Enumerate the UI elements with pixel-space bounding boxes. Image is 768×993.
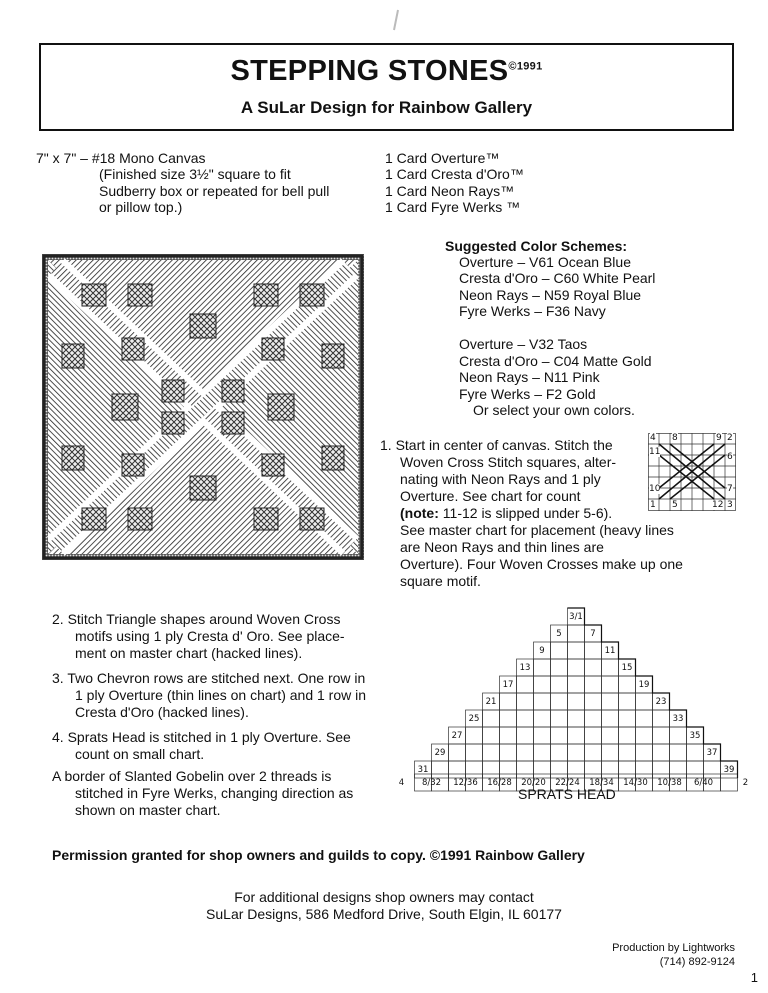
sprats-right-number: 11 bbox=[604, 646, 616, 656]
sprats-grid-cell bbox=[619, 727, 636, 744]
sprats-grid-cell bbox=[585, 727, 602, 744]
border-line-3: shown on master chart. bbox=[75, 802, 221, 818]
sprats-grid-cell bbox=[636, 744, 653, 761]
step1-line-3: nating with Neon Rays and 1 ply bbox=[400, 471, 601, 487]
material-overture: 1 Card Overture™ bbox=[385, 150, 500, 166]
sprats-head-chart bbox=[398, 606, 749, 788]
title-text: STEPPING STONES bbox=[230, 55, 509, 87]
material-neon: 1 Card Neon Rays™ bbox=[385, 183, 515, 199]
sprats-left-number: 13 bbox=[519, 663, 531, 673]
sprats-grid-cell bbox=[670, 744, 687, 761]
wc-num: 10 bbox=[649, 484, 661, 494]
sprats-left-number: 25 bbox=[468, 714, 480, 724]
sprats-grid-cell bbox=[653, 727, 670, 744]
sprats-grid-cell bbox=[517, 727, 534, 744]
sprats-grid-cell bbox=[568, 710, 585, 727]
sprats-grid-cell bbox=[568, 744, 585, 761]
sprats-grid-cell bbox=[653, 744, 670, 761]
production-line-1: Production by Lightworks bbox=[612, 942, 735, 954]
sprats-grid-cell bbox=[466, 727, 483, 744]
sprats-grid-cell bbox=[500, 744, 517, 761]
wc-num: 6 bbox=[727, 452, 733, 462]
sprats-bottom-number: 16/28 bbox=[487, 778, 512, 788]
sprats-bottom-number: 12/36 bbox=[453, 778, 478, 788]
sprats-grid-cell bbox=[500, 693, 517, 710]
color-schemes-heading: Suggested Color Schemes: bbox=[445, 238, 628, 254]
production-credit bbox=[612, 941, 735, 969]
sprats-grid-cell bbox=[551, 642, 568, 659]
sprats-left-number: 29 bbox=[434, 748, 446, 758]
sprats-grid-cell bbox=[568, 659, 585, 676]
step4-line-2: count on small chart. bbox=[75, 746, 205, 762]
needlepoint-photo bbox=[42, 254, 364, 560]
sprats-top-number: 3/1 bbox=[569, 612, 583, 622]
sprats-left-number: 31 bbox=[417, 765, 429, 775]
step1-line-7: are Neon Rays and thin lines are bbox=[400, 539, 604, 555]
material-fyre: 1 Card Fyre Werks ™ bbox=[385, 199, 521, 215]
sprats-grid-cell bbox=[602, 727, 619, 744]
wc-num: 8 bbox=[672, 433, 678, 443]
scheme1-cresta: Cresta d'Oro – C60 White Pearl bbox=[459, 270, 656, 286]
step3-line-1: 3. Two Chevron rows are stitched next. One row in bbox=[52, 670, 366, 686]
sprats-right-number: 33 bbox=[672, 714, 684, 724]
scheme2-fyre: Fyre Werks – F2 Gold bbox=[459, 386, 596, 402]
sprats-left-number: 17 bbox=[502, 680, 514, 690]
sprats-left-number: 21 bbox=[485, 697, 497, 707]
step3-line-2: 1 ply Overture (thin lines on chart) and 1 row in bbox=[75, 687, 367, 703]
step1-line-2: Woven Cross Stitch squares, alter- bbox=[400, 454, 617, 470]
step2-line-3: ment on master chart (hacked lines). bbox=[75, 645, 303, 661]
scheme1-overture: Overture – V61 Ocean Blue bbox=[459, 254, 631, 270]
sprats-grid-cell bbox=[568, 642, 585, 659]
title-copyright: ©1991 bbox=[508, 60, 543, 73]
sprats-grid-cell bbox=[432, 761, 449, 778]
sprats-grid-cell bbox=[517, 744, 534, 761]
sprats-grid-cell bbox=[585, 642, 602, 659]
sprats-left-number: 5 bbox=[556, 629, 562, 639]
sprats-grid-cell bbox=[585, 744, 602, 761]
sprats-grid-cell bbox=[449, 761, 466, 778]
sprats-grid-cell bbox=[721, 774, 738, 791]
sprats-grid-cell bbox=[517, 693, 534, 710]
sprats-grid-cell bbox=[568, 727, 585, 744]
sprats-grid-cell bbox=[619, 710, 636, 727]
sprats-grid-cell bbox=[636, 727, 653, 744]
sprats-grid-cell bbox=[534, 727, 551, 744]
sprats-right-number: 23 bbox=[655, 697, 667, 707]
sprats-grid-cell bbox=[466, 761, 483, 778]
sprats-right-number: 35 bbox=[689, 731, 701, 741]
needlepoint-image bbox=[42, 254, 364, 560]
sprats-grid-cell bbox=[534, 710, 551, 727]
wc-num: 2 bbox=[727, 433, 733, 443]
sprats-grid-cell bbox=[602, 761, 619, 778]
page-subtitle: A SuLar Design for Rainbow Gallery bbox=[240, 98, 533, 117]
sprats-left-number: 4 bbox=[398, 778, 405, 788]
sprats-grid-cell bbox=[619, 693, 636, 710]
sprats-grid-cell bbox=[551, 727, 568, 744]
sprats-grid-cell bbox=[687, 744, 704, 761]
wc-num: 7 bbox=[727, 484, 733, 494]
sprats-grid-cell bbox=[704, 761, 721, 778]
sprats-grid-cell bbox=[585, 761, 602, 778]
border-line-1: A border of Slanted Gobelin over 2 threads is bbox=[52, 768, 332, 784]
sprats-grid-cell bbox=[568, 761, 585, 778]
sprats-grid-cell bbox=[517, 761, 534, 778]
step1-line-4: Overture. See chart for count bbox=[400, 488, 581, 504]
sprats-right-number: 39 bbox=[723, 765, 735, 775]
step1-line-8: Overture). Four Woven Crosses make up one bbox=[400, 556, 683, 572]
sprats-grid-cell bbox=[551, 744, 568, 761]
sprats-bottom-number: 14/30 bbox=[623, 778, 648, 788]
step1-line-5 bbox=[400, 505, 612, 522]
sprats-grid-cell bbox=[602, 659, 619, 676]
sprats-right-number: 2 bbox=[742, 778, 749, 788]
sprats-grid-cell bbox=[500, 710, 517, 727]
step4-line-1: 4. Sprats Head is stitched in 1 ply Overture. See bbox=[52, 729, 351, 745]
sprats-grid-cell bbox=[534, 676, 551, 693]
wc-num: 1 bbox=[650, 500, 656, 510]
sprats-right-number: 19 bbox=[638, 680, 650, 690]
own-colors-note: Or select your own colors. bbox=[473, 402, 635, 418]
woven-cross-chart bbox=[648, 433, 736, 511]
material-cresta: 1 Card Cresta d'Oro™ bbox=[385, 166, 524, 182]
sprats-bottom-number: 20/20 bbox=[521, 778, 546, 788]
wc-num: 9 bbox=[716, 433, 722, 443]
canvas-info-line-1: 7" x 7" – #18 Mono Canvas bbox=[36, 150, 206, 166]
sprats-grid-cell bbox=[568, 676, 585, 693]
wc-num: 4 bbox=[650, 433, 656, 443]
wc-num: 5 bbox=[672, 500, 678, 510]
sprats-bottom-number: 22/24 bbox=[555, 778, 580, 788]
canvas-info-line-3: Sudberry box or repeated for bell pull bbox=[99, 183, 330, 199]
sprats-grid-cell bbox=[449, 744, 466, 761]
step1-line-6: See master chart for placement (heavy lines bbox=[400, 522, 674, 538]
sprats-grid-cell bbox=[568, 625, 585, 642]
scheme2-neon: Neon Rays – N11 Pink bbox=[459, 369, 600, 385]
sprats-grid-cell bbox=[670, 727, 687, 744]
contact-line-1: For additional designs shop owners may contact bbox=[234, 889, 534, 905]
sprats-grid-cell bbox=[551, 761, 568, 778]
sprats-grid-cell bbox=[551, 693, 568, 710]
sprats-grid-cell bbox=[653, 710, 670, 727]
sprats-grid-cell bbox=[483, 761, 500, 778]
sprats-right-number: 15 bbox=[621, 663, 633, 673]
sprats-grid-cell bbox=[619, 676, 636, 693]
scheme2-cresta: Cresta d'Oro – C04 Matte Gold bbox=[459, 353, 652, 369]
sprats-grid-cell bbox=[619, 744, 636, 761]
sprats-grid-cell bbox=[517, 710, 534, 727]
sprats-grid-cell bbox=[534, 659, 551, 676]
sprats-right-number: 7 bbox=[590, 629, 596, 639]
step1-note-text: 11-12 is slipped under 5-6). bbox=[442, 505, 613, 521]
sprats-grid-cell bbox=[653, 761, 670, 778]
canvas-info-line-4: or pillow top.) bbox=[99, 199, 183, 215]
title-box bbox=[39, 43, 734, 131]
sprats-grid-cell bbox=[636, 710, 653, 727]
sprats-grid-cell bbox=[636, 693, 653, 710]
scheme1-neon: Neon Rays – N59 Royal Blue bbox=[459, 287, 642, 303]
sprats-left-number: 27 bbox=[451, 731, 463, 741]
sprats-grid-cell bbox=[500, 761, 517, 778]
scan-mark-icon bbox=[380, 8, 410, 32]
sprats-grid-cell bbox=[534, 693, 551, 710]
sprats-left-number: 9 bbox=[539, 646, 545, 656]
sprats-grid-cell bbox=[636, 761, 653, 778]
sprats-grid-cell bbox=[483, 744, 500, 761]
sprats-grid-cell bbox=[534, 744, 551, 761]
sprats-right-number: 37 bbox=[706, 748, 718, 758]
sprats-bottom-number: 10/38 bbox=[657, 778, 682, 788]
sprats-grid-cell bbox=[585, 676, 602, 693]
sprats-grid-cell bbox=[483, 710, 500, 727]
sprats-grid-cell bbox=[602, 744, 619, 761]
contact-line-2: SuLar Designs, 586 Medford Drive, South Elgin, IL 60177 bbox=[206, 906, 562, 922]
wc-num: 12 bbox=[712, 500, 724, 510]
sprats-grid-cell bbox=[585, 693, 602, 710]
wc-num: 3 bbox=[727, 500, 733, 510]
sprats-grid-cell bbox=[534, 761, 551, 778]
sprats-grid-cell bbox=[670, 761, 687, 778]
sprats-grid-cell bbox=[568, 693, 585, 710]
sprats-grid-cell bbox=[551, 659, 568, 676]
sprats-grid-cell bbox=[585, 659, 602, 676]
step3-line-3: Cresta d'Oro (hacked lines). bbox=[75, 704, 249, 720]
sprats-grid-cell bbox=[602, 693, 619, 710]
step1-line-9: square motif. bbox=[400, 573, 481, 589]
sprats-grid-cell bbox=[585, 710, 602, 727]
scheme2-overture: Overture – V32 Taos bbox=[459, 336, 588, 352]
sprats-grid-cell bbox=[551, 676, 568, 693]
production-line-2: (714) 892-9124 bbox=[659, 956, 735, 968]
step2-line-1: 2. Stitch Triangle shapes around Woven Cross bbox=[52, 611, 341, 627]
sprats-bottom-number: 6/40 bbox=[693, 778, 714, 788]
sprats-grid-cell bbox=[466, 744, 483, 761]
border-line-2: stitched in Fyre Werks, changing direction as bbox=[75, 785, 354, 801]
step1-note-label: (note: bbox=[400, 505, 439, 521]
step2-line-2: motifs using 1 ply Cresta d' Oro. See place- bbox=[75, 628, 345, 644]
step1-line-1: 1. Start in center of canvas. Stitch the bbox=[380, 437, 613, 453]
sprats-grid-cell bbox=[500, 727, 517, 744]
permission-notice: Permission granted for shop owners and guilds to copy. ©1991 Rainbow Gallery bbox=[52, 847, 585, 863]
sprats-grid-cell bbox=[517, 676, 534, 693]
sprats-bottom-number: 18/34 bbox=[589, 778, 614, 788]
sprats-grid-cell bbox=[619, 761, 636, 778]
wc-num: 11 bbox=[649, 447, 661, 457]
sprats-grid-cell bbox=[483, 727, 500, 744]
scheme1-fyre: Fyre Werks – F36 Navy bbox=[459, 303, 606, 319]
sprats-grid-cell bbox=[602, 676, 619, 693]
sprats-head-caption: SPRATS HEAD bbox=[518, 786, 616, 802]
sprats-bottom-number: 8/32 bbox=[421, 778, 442, 788]
page-number: 1 bbox=[750, 970, 758, 985]
canvas-info-line-2: (Finished size 3½" square to fit bbox=[99, 166, 291, 182]
sprats-grid-cell bbox=[602, 710, 619, 727]
page-title bbox=[41, 55, 732, 88]
sprats-grid-cell bbox=[687, 761, 704, 778]
sprats-grid-cell bbox=[551, 710, 568, 727]
